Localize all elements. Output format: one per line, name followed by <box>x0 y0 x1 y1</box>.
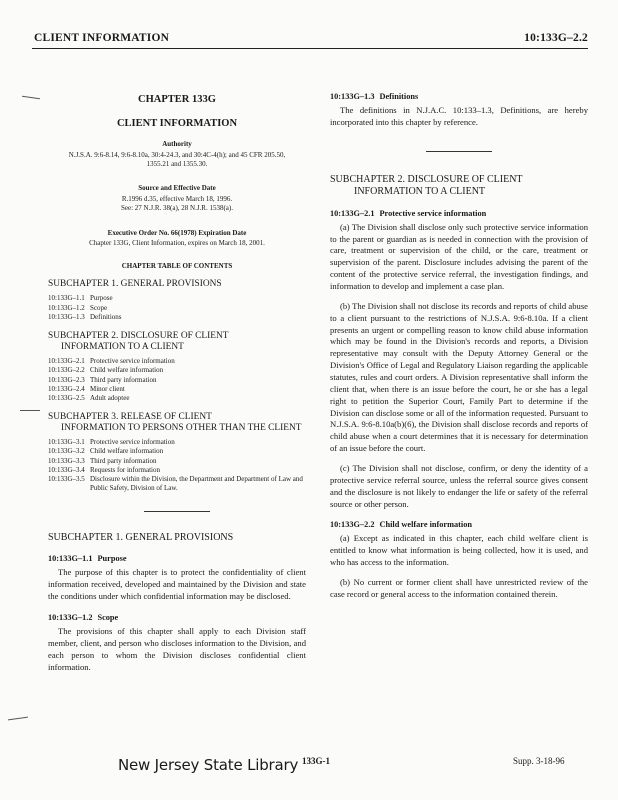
toc-row[interactable]: 10:133G–1.3 Definitions <box>48 312 122 321</box>
toc-row[interactable]: 10:133G–3.4 Requests for information <box>48 465 160 474</box>
toc-row[interactable]: 10:133G–1.1 Purpose <box>48 294 113 303</box>
toc-row[interactable]: 10:133G–3.3 Third party information <box>48 456 157 465</box>
chapter-name: CLIENT INFORMATION <box>116 118 238 129</box>
toc-row[interactable]: 10:133G–3.2 Child welfare information <box>48 447 164 456</box>
right-column <box>330 82 588 609</box>
page-number: 133G-1 <box>302 756 330 766</box>
eo-text: Chapter 133G, Client Information, expires on March 18, 2001. <box>89 238 265 247</box>
section-1-2-text: The provisions of this chapter shall apply to each Division staff member, client, and person who discloses information to the Division, and each person to whom the Division discloses confidential client information. <box>48 625 306 672</box>
authority-heading: Authority <box>162 140 192 148</box>
toc-block-1 <box>48 279 306 322</box>
toc-block-2 <box>48 331 306 403</box>
source-text-1: R.1996 d.35, effective March 18, 1996. <box>121 194 233 203</box>
toc-subchapter-title: SUBCHAPTER 1. GENERAL PROVISIONS <box>48 279 222 290</box>
source-heading: Source and Effective Date <box>138 183 216 192</box>
section-divider <box>144 511 210 512</box>
authority-text: N.J.S.A. 9:6-8.14, 9:6-8.10a, 30:4-24.3, and 30:4C-4(h); and 45 CFR 205.50, 1355.21 and 1355.30. <box>68 151 286 169</box>
toc-row[interactable]: 10:133G–2.5 Adult adoptee <box>48 393 130 402</box>
section-heading-1-1: 10:133G–1.1 Purpose <box>48 554 127 564</box>
running-header-right: 10:133G–2.2 <box>524 32 588 44</box>
section-2-1-c: (c) The Division shall not disclose, confirm, or deny the identity of a protective service referral source, unless the referral source gives consent and the disclosure is not likely to endanger the life or safety of the referral source or other person. <box>330 463 588 509</box>
margin-mark <box>20 410 40 411</box>
toc-subchapter-title: SUBCHAPTER 2. DISCLOSURE OF CLIENT INFORMATION TO A CLIENT <box>48 330 229 353</box>
section-2-2-b: (b) No current or former client shall have unrestricted review of the case record or general access to the information contained therein. <box>330 577 588 599</box>
section-2-1-a: (a) The Division shall disclose only such protective service information to the parent or guardian as is needed in connection with the provision of care, treatment or supervision of the child, or the care, treatment or supervision of the parent. Disclosure includes advising the parent of the content of the protective service referral, the investigation findings, and information to develop and implement a case plan. <box>330 221 588 292</box>
toc-row[interactable]: 10:133G–2.3 Third party information <box>48 375 157 384</box>
margin-mark <box>8 717 28 721</box>
running-header-left: CLIENT INFORMATION <box>34 32 170 44</box>
source-text-2: See: 27 N.J.R. 38(a), 28 N.J.R. 1538(a). <box>121 204 233 213</box>
section-2-2-a: (a) Except as indicated in this chapter, each child welfare client is entitled to know what information is being collected, how it is used, and who has access to the information. <box>330 533 588 568</box>
section-heading-1-3: 10:133G–1.3 Definitions <box>330 92 419 101</box>
section-heading-2-2: 10:133G–2.2 Child welfare information <box>330 520 472 530</box>
toc-row[interactable]: 10:133G–2.2 Child welfare information <box>48 366 164 375</box>
section-1-1-text: The purpose of this chapter is to protect the confidentiality of client information received, developed and maintained by the Division and state the conditions under which confidential information may be disclosed. <box>48 567 306 602</box>
toc-row[interactable]: 10:133G–2.1 Protective service information <box>48 357 175 366</box>
left-column <box>48 82 306 681</box>
library-watermark: New Jersey State Library <box>118 756 299 774</box>
toc-subchapter-title: SUBCHAPTER 3. RELEASE OF CLIENT INFORMATION TO PERSONS OTHER THAN THE CLIENT <box>48 411 302 434</box>
toc-block-3 <box>48 412 306 493</box>
section-divider <box>426 151 492 152</box>
subchapter-1-title: SUBCHAPTER 1. GENERAL PROVISIONS <box>48 531 234 543</box>
toc-row[interactable]: 10:133G–1.2 Scope <box>48 303 108 312</box>
toc-row[interactable]: 10:133G–2.4 Minor client <box>48 384 125 393</box>
eo-heading: Executive Order No. 66(1978) Expiration Date <box>107 228 247 237</box>
supplement-date: Supp. 3-18-96 <box>513 756 565 766</box>
toc-row[interactable]: 10:133G–3.5 Disclosure within the Division, the Department and Department of Law and Public Safety, Division of Law. <box>48 474 303 492</box>
header-rule <box>32 48 588 49</box>
section-heading-2-1: 10:133G–2.1 Protective service information <box>330 208 487 218</box>
section-1-3-text: The definitions in N.J.A.C. 10:133–1.3, Definitions, are hereby incorporated into this chapter by reference. <box>330 105 588 127</box>
toc-row[interactable]: 10:133G–3.1 Protective service information <box>48 438 175 447</box>
subchapter-2-title: SUBCHAPTER 2. DISCLOSURE OF CLIENT INFORMATION TO A CLIENT <box>330 173 523 198</box>
margin-mark <box>22 96 40 99</box>
toc-heading: CHAPTER TABLE OF CONTENTS <box>121 262 233 271</box>
section-heading-1-2: 10:133G–1.2 Scope <box>48 612 119 622</box>
section-2-1-b: (b) The Division shall not disclose its records and reports of child abuse to a client pursuant to the restrictions of N.J.S.A. 9:6-8.10a. If a client presents an urgent or compelling reason to know child abuse information which may be found in the Division's records and reports, a Division representative may consult with the Deputy Attorney General or the Division's Office of Legal and Regulatory Liaison regarding the applicable statutes, rules and court orders. A Division representative shall inform the client that, when there is an issue before the court, he or she has a legal right to petition the Superior Court, Family Part to determine if the Division can disclose some or all of the information requested. Pursuant to N.J.S.A. 9:6-8.10a(b)(6), the Division shall disclose records and reports of child abuse when a court determines that it is necessary for determination of an issue before the court. <box>330 300 588 454</box>
chapter-number: CHAPTER 133G <box>138 94 216 105</box>
